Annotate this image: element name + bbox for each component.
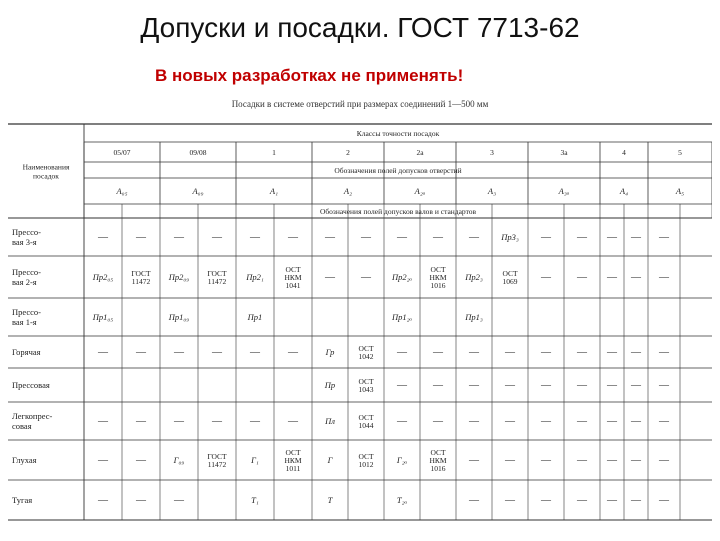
cell-dash: — bbox=[577, 495, 587, 506]
cell-dash: — bbox=[325, 272, 335, 283]
table-cell: Пл bbox=[325, 416, 335, 426]
table-cell: 11472 bbox=[207, 460, 227, 469]
cell-dash: — bbox=[659, 232, 669, 243]
cell-dash: — bbox=[577, 232, 587, 243]
class-label: 4 bbox=[622, 148, 626, 157]
table-cell: Т₂ₐ bbox=[396, 495, 408, 505]
class-label: 2 bbox=[346, 148, 350, 157]
row-label: Горячая bbox=[12, 347, 41, 357]
cell-dash: — bbox=[433, 232, 443, 243]
cell-dash: — bbox=[98, 416, 108, 427]
cell-dash: — bbox=[397, 347, 407, 358]
class-label: 5 bbox=[678, 148, 682, 157]
table-cell: НКМ bbox=[284, 456, 302, 465]
cell-dash: — bbox=[607, 416, 617, 427]
table-cell: ГОСТ bbox=[131, 269, 151, 278]
cell-dash: — bbox=[541, 347, 551, 358]
hole-symbol: А₁ bbox=[269, 186, 279, 196]
cell-dash: — bbox=[469, 347, 479, 358]
cell-dash: — bbox=[136, 495, 146, 506]
cell-dash: — bbox=[659, 347, 669, 358]
hole-symbol: А₂ₐ bbox=[414, 186, 426, 196]
table-cell: Г₁ bbox=[251, 455, 259, 465]
cell-dash: — bbox=[577, 416, 587, 427]
table-cell: ГОСТ bbox=[207, 452, 227, 461]
table-cell: Пр2₀₅ bbox=[92, 272, 114, 282]
cell-dash: — bbox=[212, 416, 222, 427]
cell-dash: — bbox=[136, 416, 146, 427]
cell-dash: — bbox=[136, 232, 146, 243]
fits-table bbox=[8, 118, 712, 536]
row-label: вая 1-я bbox=[12, 317, 37, 327]
holes-header: Обозначения полей допусков отверстий bbox=[334, 166, 462, 175]
table-cell: Пр1₀₅ bbox=[92, 312, 114, 322]
cell-dash: — bbox=[250, 347, 260, 358]
table-cell: ОСТ bbox=[285, 265, 301, 274]
table-cell: 1044 bbox=[358, 421, 374, 430]
table-cell: ОСТ bbox=[285, 448, 301, 457]
cell-dash: — bbox=[505, 495, 515, 506]
cell-dash: — bbox=[541, 380, 551, 391]
table-cell: 1042 bbox=[358, 352, 374, 361]
cell-dash: — bbox=[469, 416, 479, 427]
cell-dash: — bbox=[631, 232, 641, 243]
cell-dash: — bbox=[541, 232, 551, 243]
class-label: 3 bbox=[490, 148, 494, 157]
cell-dash: — bbox=[505, 380, 515, 391]
name-header: посадок bbox=[33, 171, 59, 181]
cell-dash: — bbox=[212, 347, 222, 358]
cell-dash: — bbox=[631, 495, 641, 506]
cell-dash: — bbox=[505, 416, 515, 427]
cell-dash: — bbox=[288, 232, 298, 243]
cell-dash: — bbox=[607, 455, 617, 466]
class-label: 1 bbox=[272, 148, 276, 157]
cell-dash: — bbox=[631, 416, 641, 427]
cell-dash: — bbox=[469, 455, 479, 466]
table-cell: ОСТ bbox=[358, 452, 374, 461]
cell-dash: — bbox=[577, 380, 587, 391]
warning-notice: В новых разработках не применять! bbox=[155, 66, 464, 85]
cell-dash: — bbox=[433, 416, 443, 427]
cell-dash: — bbox=[469, 495, 479, 506]
table-cell: ОСТ bbox=[430, 265, 446, 274]
table-cell: Пр3₃ bbox=[501, 232, 519, 242]
table-cell: 11472 bbox=[131, 277, 151, 286]
class-label: 3а bbox=[560, 148, 568, 157]
hole-symbol: А₅ bbox=[675, 186, 685, 196]
cell-dash: — bbox=[631, 347, 641, 358]
table-cell: Г₂ₐ bbox=[396, 455, 408, 465]
class-label: 05/07 bbox=[113, 148, 131, 157]
cell-dash: — bbox=[98, 232, 108, 243]
cell-dash: — bbox=[631, 272, 641, 283]
hole-symbol: А₃ₐ bbox=[558, 186, 570, 196]
row-label: совая bbox=[12, 421, 32, 431]
row-label: вая 3-я bbox=[12, 237, 37, 247]
hole-symbol: А₀₉ bbox=[192, 186, 204, 196]
table-cell: Г₀₉ bbox=[173, 455, 185, 465]
cell-dash: — bbox=[541, 416, 551, 427]
cell-dash: — bbox=[659, 455, 669, 466]
slide-title: Допуски и посадки. ГОСТ 7713-62 bbox=[140, 12, 580, 43]
cell-dash: — bbox=[433, 347, 443, 358]
cell-dash: — bbox=[361, 232, 371, 243]
cell-dash: — bbox=[659, 495, 669, 506]
cell-dash: — bbox=[607, 380, 617, 391]
cell-dash: — bbox=[136, 347, 146, 358]
cell-dash: — bbox=[98, 495, 108, 506]
cell-dash: — bbox=[136, 455, 146, 466]
cell-dash: — bbox=[607, 232, 617, 243]
cell-dash: — bbox=[250, 416, 260, 427]
row-label: Глухая bbox=[12, 455, 37, 465]
table-cell: Гр bbox=[325, 347, 335, 357]
cell-dash: — bbox=[174, 232, 184, 243]
cell-dash: — bbox=[577, 272, 587, 283]
table-cell: 11472 bbox=[207, 277, 227, 286]
shafts-header: Обозначения полей допусков валов и стандартов bbox=[319, 207, 477, 216]
cell-dash: — bbox=[212, 232, 222, 243]
cell-dash: — bbox=[607, 347, 617, 358]
cell-dash: — bbox=[631, 455, 641, 466]
table-cell: Т₁ bbox=[251, 495, 259, 505]
cell-dash: — bbox=[659, 380, 669, 391]
table-cell: ГОСТ bbox=[207, 269, 227, 278]
cell-dash: — bbox=[631, 380, 641, 391]
cell-dash: — bbox=[577, 347, 587, 358]
cell-dash: — bbox=[469, 380, 479, 391]
cell-dash: — bbox=[577, 455, 587, 466]
cell-dash: — bbox=[325, 232, 335, 243]
cell-dash: — bbox=[469, 232, 479, 243]
cell-dash: — bbox=[541, 455, 551, 466]
table-cell: Т bbox=[327, 495, 333, 505]
table-cell: НКМ bbox=[284, 273, 302, 282]
table-cell: 1016 bbox=[430, 464, 446, 473]
cell-dash: — bbox=[541, 272, 551, 283]
table-cell: ОСТ bbox=[358, 377, 374, 386]
cell-dash: — bbox=[505, 455, 515, 466]
name-header: Наименования bbox=[22, 162, 70, 172]
table-cell: Пр2₃ bbox=[465, 272, 483, 282]
table-cell: ОСТ bbox=[502, 269, 518, 278]
cell-dash: — bbox=[607, 272, 617, 283]
cell-dash: — bbox=[541, 495, 551, 506]
cell-dash: — bbox=[397, 380, 407, 391]
row-label: Прессовая bbox=[12, 380, 50, 390]
table-cell: 1011 bbox=[285, 464, 301, 473]
classes-header: Классы точности посадок bbox=[356, 129, 440, 138]
cell-dash: — bbox=[433, 380, 443, 391]
cell-dash: — bbox=[174, 347, 184, 358]
table-cell: Г bbox=[327, 455, 333, 465]
cell-dash: — bbox=[659, 272, 669, 283]
hole-symbol: А₃ bbox=[487, 186, 497, 196]
table-cell: ОСТ bbox=[358, 413, 374, 422]
class-label: 2а bbox=[416, 148, 424, 157]
table-cell: Пр1₂ₐ bbox=[391, 312, 413, 322]
table-cell: Пр bbox=[324, 380, 336, 390]
table-cell: Пр1₀₉ bbox=[168, 312, 190, 322]
cell-dash: — bbox=[397, 232, 407, 243]
table-caption: Посадки в системе отверстий при размерах соединений 1—500 мм bbox=[231, 99, 489, 109]
cell-dash: — bbox=[98, 347, 108, 358]
cell-dash: — bbox=[361, 272, 371, 283]
table-cell: ОСТ bbox=[358, 344, 374, 353]
fits-table-grid bbox=[8, 118, 712, 536]
cell-dash: — bbox=[288, 347, 298, 358]
row-label: Прессо- bbox=[12, 227, 41, 237]
table-cell: Пр2₁ bbox=[246, 272, 264, 282]
class-label: 09/08 bbox=[189, 148, 207, 157]
row-label: Прессо- bbox=[12, 267, 41, 277]
table-cell: Пр1₃ bbox=[465, 312, 483, 322]
row-label: Тугая bbox=[12, 495, 33, 505]
table-cell: 1041 bbox=[285, 281, 301, 290]
cell-dash: — bbox=[397, 416, 407, 427]
table-cell: 1043 bbox=[358, 385, 374, 394]
cell-dash: — bbox=[174, 416, 184, 427]
table-cell: Пр2₀₉ bbox=[168, 272, 190, 282]
cell-dash: — bbox=[659, 416, 669, 427]
table-cell: ОСТ bbox=[430, 448, 446, 457]
cell-dash: — bbox=[505, 347, 515, 358]
hole-symbol: А₂ bbox=[343, 186, 353, 196]
cell-dash: — bbox=[174, 495, 184, 506]
table-cell: НКМ bbox=[429, 273, 447, 282]
row-label: вая 2-я bbox=[12, 277, 37, 287]
row-label: Легкопрес- bbox=[12, 411, 53, 421]
table-cell: Пр2₂ₐ bbox=[391, 272, 413, 282]
cell-dash: — bbox=[250, 232, 260, 243]
table-cell: НКМ bbox=[429, 456, 447, 465]
table-cell: 1069 bbox=[502, 277, 518, 286]
hole-symbol: А₀₅ bbox=[116, 186, 128, 196]
row-label: Прессо- bbox=[12, 307, 41, 317]
cell-dash: — bbox=[607, 495, 617, 506]
table-cell: 1016 bbox=[430, 281, 446, 290]
cell-dash: — bbox=[98, 455, 108, 466]
table-cell: Пр1 bbox=[247, 312, 263, 322]
table-cell: 1012 bbox=[358, 460, 374, 469]
cell-dash: — bbox=[288, 416, 298, 427]
hole-symbol: А₄ bbox=[619, 186, 629, 196]
